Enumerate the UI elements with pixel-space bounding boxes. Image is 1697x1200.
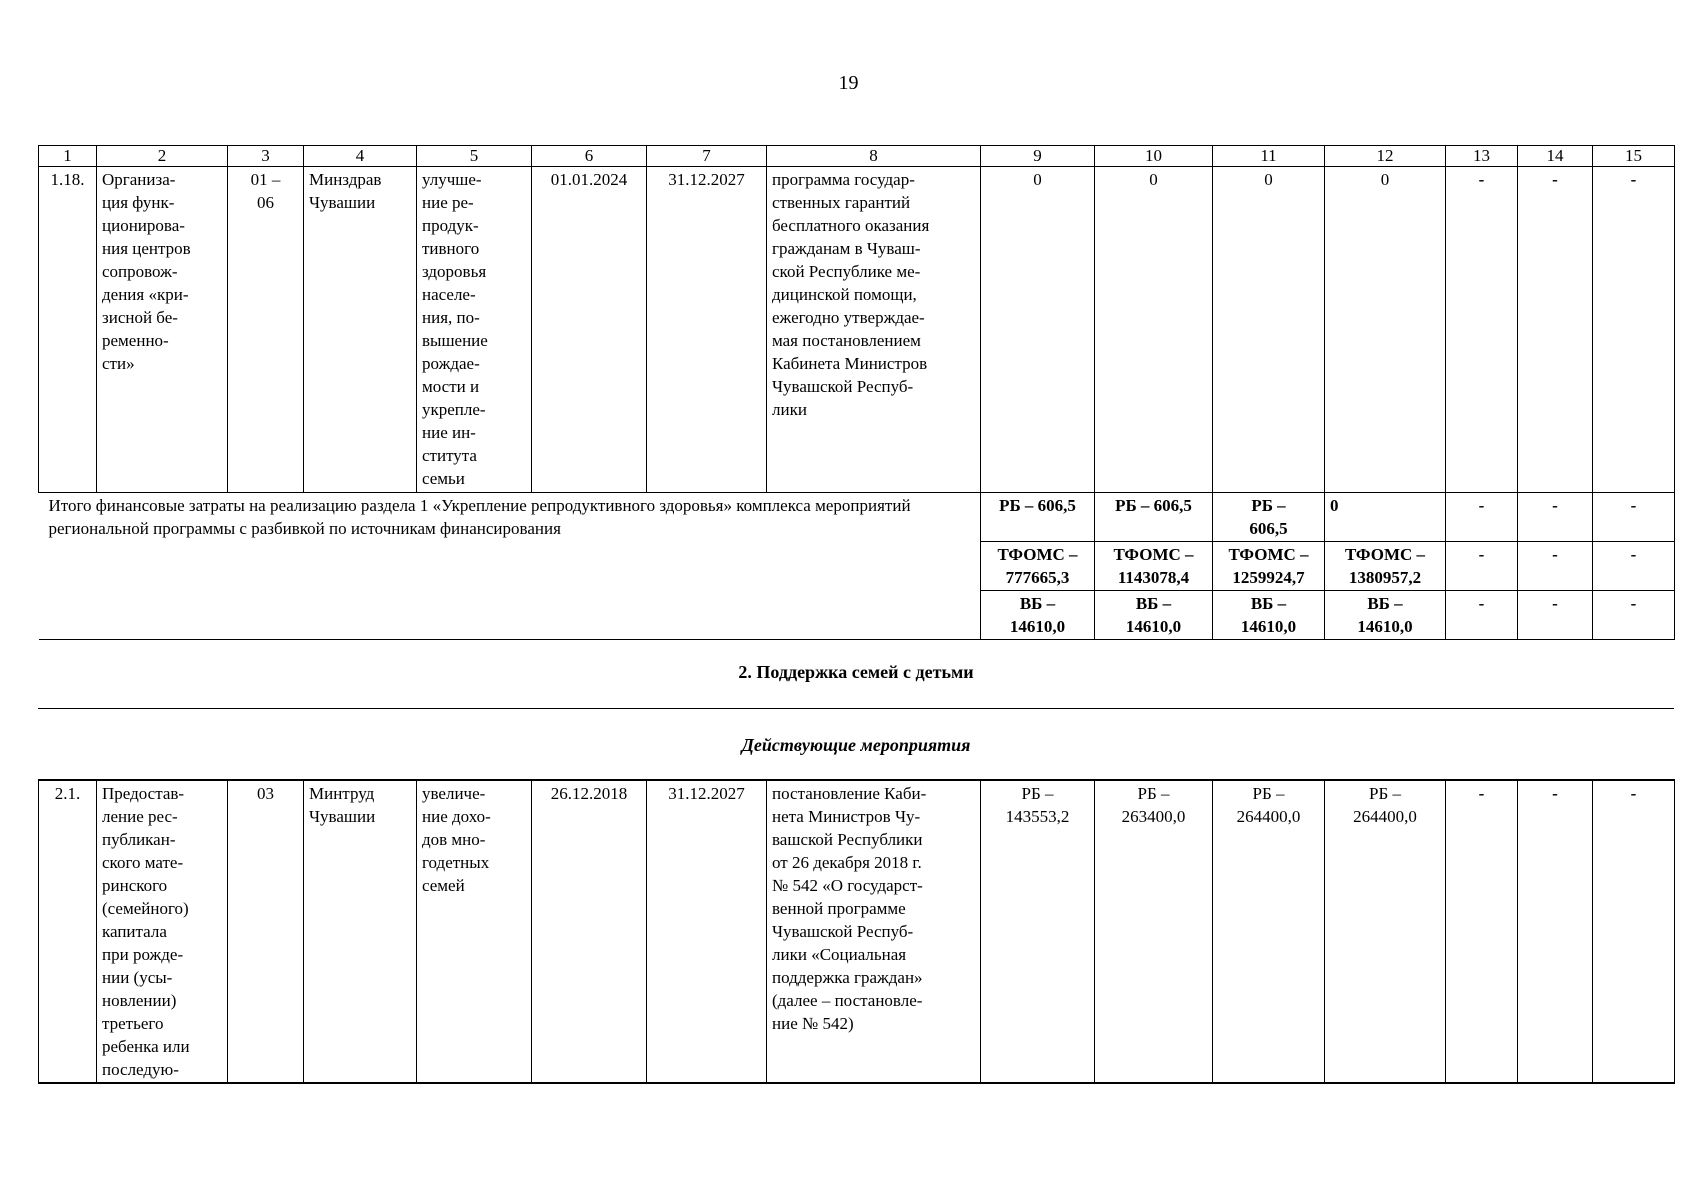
col-num: 6 (532, 146, 647, 167)
row-number: 2.1. (39, 780, 97, 1083)
page-number: 19 (838, 72, 859, 94)
end-date: 31.12.2027 (647, 167, 767, 493)
total-rb-2027: 0 (1325, 493, 1446, 542)
total-vb-2027: ВБ – 14610,0 (1325, 591, 1446, 640)
col-num: 2 (97, 146, 228, 167)
value-col11: 0 (1213, 167, 1325, 493)
executor: Минтруд Чувашии (304, 780, 417, 1083)
activities-table (38, 145, 1675, 640)
total-label: Итого финансовые затраты на реализацию раздела 1 «Укрепление репродуктивного здоровья» комплекса мероприятий региональной программы с разбивкой по источникам финансирования (39, 493, 981, 640)
col-num: 9 (981, 146, 1095, 167)
total-tfoms-2026: ТФОМС – 1259924,7 (1213, 542, 1325, 591)
col-num: 13 (1446, 146, 1518, 167)
col-num: 3 (228, 146, 304, 167)
total-dash: - (1446, 542, 1518, 591)
col-num: 1 (39, 146, 97, 167)
expected-result: увеличе- ние дохо- дов мно- годетных семей (417, 780, 532, 1083)
value-col13: - (1446, 780, 1518, 1083)
value-col13: - (1446, 167, 1518, 493)
total-rb-2025: РБ – 606,5 (1095, 493, 1213, 542)
value-col9: 0 (981, 167, 1095, 493)
activity-code: 01 – 06 (228, 167, 304, 493)
total-dash: - (1446, 493, 1518, 542)
total-tfoms-2027: ТФОМС – 1380957,2 (1325, 542, 1446, 591)
total-tfoms-2025: ТФОМС – 1143078,4 (1095, 542, 1213, 591)
value-col14: - (1518, 167, 1593, 493)
value-col15: - (1593, 167, 1675, 493)
divider (38, 708, 1674, 709)
total-dash: - (1593, 591, 1675, 640)
total-dash: - (1593, 542, 1675, 591)
value-col10: 0 (1095, 167, 1213, 493)
total-tfoms-2024: ТФОМС – 777665,3 (981, 542, 1095, 591)
start-date: 26.12.2018 (532, 780, 647, 1083)
total-dash: - (1593, 493, 1675, 542)
col-num: 10 (1095, 146, 1213, 167)
col-num: 8 (767, 146, 981, 167)
total-vb-2025: ВБ – 14610,0 (1095, 591, 1213, 640)
activity-name: Организа- ция функ- ционирова- ния центров сопровож- дения «кри- зисной бе- ременно- сти» (97, 167, 228, 493)
col-num: 4 (304, 146, 417, 167)
table-row (39, 780, 1675, 1083)
column-number-row (39, 146, 1675, 167)
col-num: 15 (1593, 146, 1675, 167)
legal-basis: программа государ- ственных гарантий бесплатного оказания гражданам в Чуваш- ской Республике ме- дицинской помощи, ежегодно утверждае- мая постановлением Кабинета Министров Чувашской Респуб- лики (767, 167, 981, 493)
executor: Минздрав Чувашии (304, 167, 417, 493)
total-row-rb (39, 493, 1675, 542)
legal-basis: постановление Каби- нета Министров Чу- вашской Республики от 26 декабря 2018 г. № 542 «О государст- венной программе Чувашской Респуб- лики «Социальная поддержка граждан» (далее – постановле- ние № 542) (767, 780, 981, 1083)
value-col9: РБ – 143553,2 (981, 780, 1095, 1083)
start-date: 01.01.2024 (532, 167, 647, 493)
expected-result: улучше- ние ре- продук- тивного здоровья населе- ния, по- вышение рождае- мости и укрепле- ние ин- ститута семьи (417, 167, 532, 493)
value-col10: РБ – 263400,0 (1095, 780, 1213, 1083)
end-date: 31.12.2027 (647, 780, 767, 1083)
section-title: 2. Поддержка семей с детьми (738, 662, 974, 682)
total-rb-2026: РБ – 606,5 (1213, 493, 1325, 542)
total-vb-2024: ВБ – 14610,0 (981, 591, 1095, 640)
table-row (39, 167, 1675, 493)
value-col12: 0 (1325, 167, 1446, 493)
row-number: 1.18. (39, 167, 97, 493)
total-dash: - (1518, 493, 1593, 542)
total-dash: - (1518, 542, 1593, 591)
value-col15: - (1593, 780, 1675, 1083)
col-num: 7 (647, 146, 767, 167)
value-col14: - (1518, 780, 1593, 1083)
value-col11: РБ – 264400,0 (1213, 780, 1325, 1083)
activity-code: 03 (228, 780, 304, 1083)
activity-name: Предостав- ление рес- публикан- ского мате- ринского (семейного) капитала при рожде- нии (усы- новлении) третьего ребенка или последую- (97, 780, 228, 1083)
col-num: 11 (1213, 146, 1325, 167)
col-num: 14 (1518, 146, 1593, 167)
subsection-title: Действующие мероприятия (741, 735, 971, 755)
total-dash: - (1518, 591, 1593, 640)
value-col12: РБ – 264400,0 (1325, 780, 1446, 1083)
total-rb-2024: РБ – 606,5 (981, 493, 1095, 542)
col-num: 12 (1325, 146, 1446, 167)
activities-table-2 (38, 779, 1675, 1084)
total-dash: - (1446, 591, 1518, 640)
col-num: 5 (417, 146, 532, 167)
total-vb-2026: ВБ – 14610,0 (1213, 591, 1325, 640)
